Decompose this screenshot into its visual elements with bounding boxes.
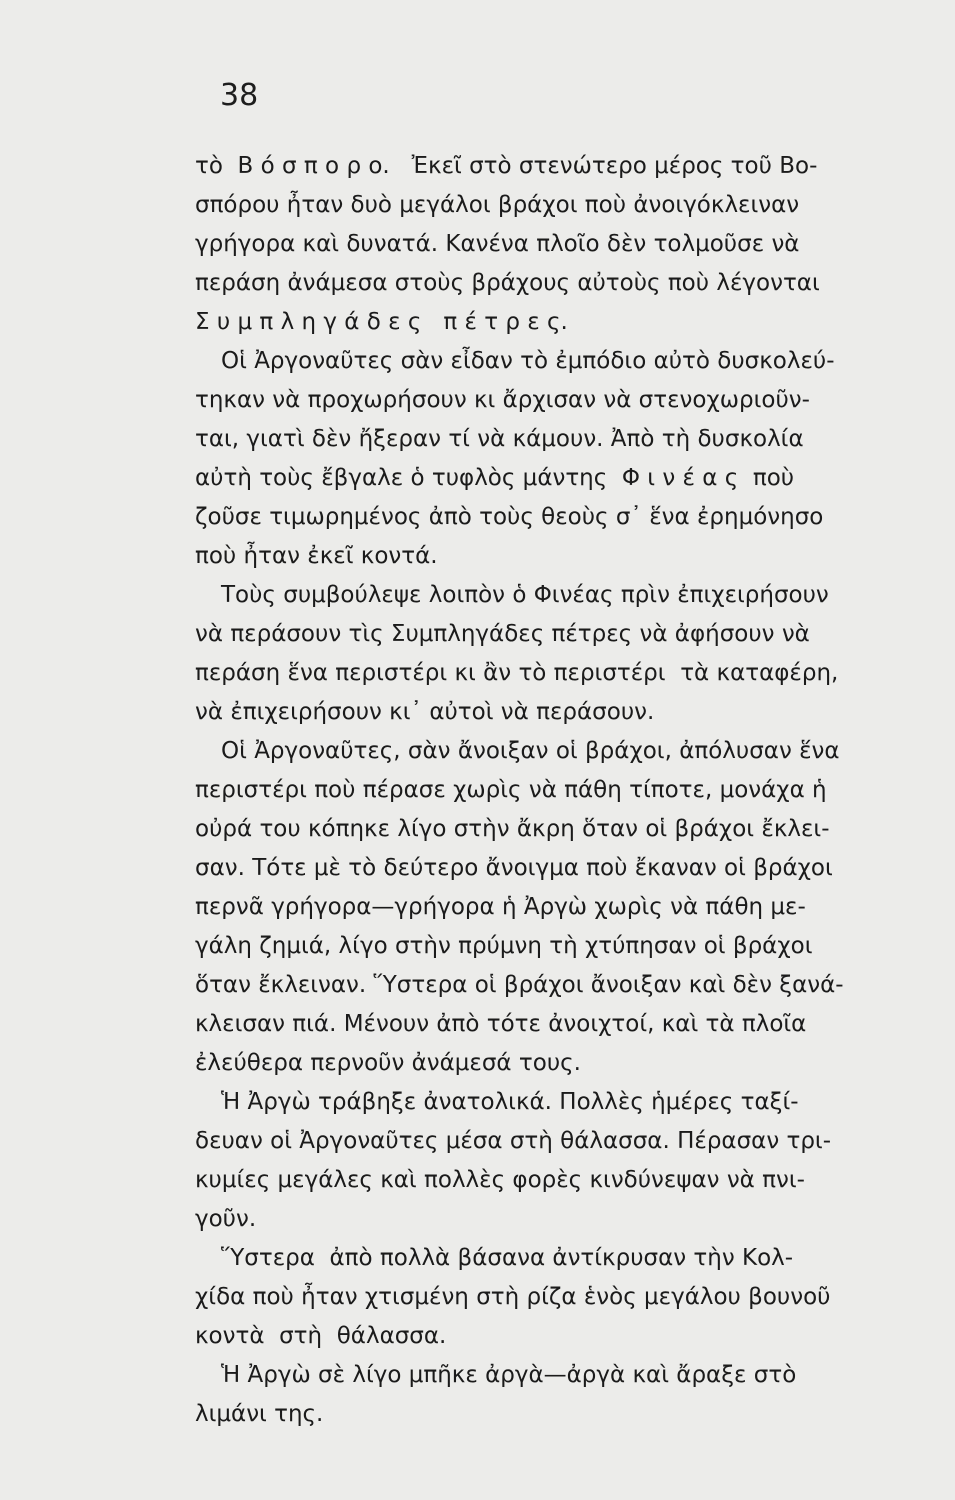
text-line: νὰ περάσουν τὶς Συμπληγάδες πέτρες νὰ ἀφήσουν νὰ [195, 621, 810, 647]
text-line: περάση ἕνα περιστέρι κι ἂν τὸ περιστέρι τὰ καταφέρη, [195, 660, 839, 686]
text-line: κυμίες μεγάλες καὶ πολλὲς φορὲς κινδύνεψαν νὰ πνι- [195, 1167, 805, 1193]
text-line: σαν. Τότε μὲ τὸ δεύτερο ἄνοιγμα ποὺ ἔκαναν οἱ βράχοι [195, 855, 833, 881]
text-line: χίδα ποὺ ἦταν χτισμένη στὴ ρίζα ἑνὸς μεγάλου βουνοῦ [195, 1284, 831, 1310]
text-line: κλεισαν πιά. Μένουν ἀπὸ τότε ἀνοιχτοί, καὶ τὰ πλοῖα [195, 1011, 807, 1037]
text-line: περάση ἀνάμεσα στοὺς βράχους αὐτοὺς ποὺ λέγονται [195, 270, 820, 296]
text-line: κοντὰ στὴ θάλασσα. [195, 1323, 447, 1349]
text-line: Οἱ Ἀργοναῦτες, σὰν ἄνοιξαν οἱ βράχοι, ἀπόλυσαν ἕνα [221, 738, 840, 764]
text-line: γρήγορα καὶ δυνατά. Κανένα πλοῖο δὲν τολμοῦσε νὰ [195, 231, 800, 257]
text-line: ζοῦσε τιμωρημένος ἀπὸ τοὺς θεοὺς σ᾽ ἕνα ἐρημόνησο [195, 504, 824, 530]
text-line: περιστέρι ποὺ πέρασε χωρὶς νὰ πάθη τίποτε, μονάχα ἡ [195, 777, 827, 803]
text-line: Ἡ Ἀργὼ τράβηξε ἀνατολικά. Πολλὲς ἡμέρες ταξί- [221, 1089, 799, 1115]
text-line: τὸ Β ό σ π ο ρ ο. Ἐκεῖ στὸ στενώτερο μέρος τοῦ Βο- [195, 153, 818, 179]
text-line: γάλη ζημιά, λίγο στὴν πρύμνη τὴ χτύπησαν οἱ βράχοι [195, 933, 813, 959]
text-line: λιμάνι της. [195, 1401, 324, 1427]
text-line: ἐλεύθερα περνοῦν ἀνάμεσά τους. [195, 1050, 581, 1076]
text-line: ται, γιατὶ δὲν ἤξεραν τί νὰ κάμουν. Ἀπὸ τὴ δυσκολία [195, 426, 804, 452]
text-line: Ἡ Ἀργὼ σὲ λίγο μπῆκε ἀργὰ—ἀργὰ καὶ ἄραξε στὸ [221, 1362, 797, 1388]
text-line: οὐρά του κόπηκε λίγο στὴν ἄκρη ὅταν οἱ βράχοι ἔκλει- [195, 816, 830, 842]
text-line: αὐτὴ τοὺς ἔβγαλε ὁ τυφλὸς μάντης Φ ι ν έ α ς ποὺ [195, 465, 795, 491]
text-line: Ὕστερα ἀπὸ πολλὰ βάσανα ἀντίκρυσαν τὴν Κολ- [221, 1245, 794, 1271]
text-line: Σ υ μ π λ η γ ά δ ε ς π έ τ ρ ε ς. [195, 309, 568, 335]
text-line: ὅταν ἔκλειναν. Ὕστερα οἱ βράχοι ἄνοιξαν καὶ δὲν ξανά- [195, 972, 844, 998]
page-number: 38 [220, 78, 259, 113]
text-line: νὰ ἐπιχειρήσουν κι᾽ αὐτοὶ νὰ περάσουν. [195, 699, 655, 725]
text-line: σπόρου ἦταν δυὸ μεγάλοι βράχοι ποὺ ἀνοιγόκλειναν [195, 192, 800, 218]
text-line: γοῦν. [195, 1206, 257, 1232]
text-line: Οἱ Ἀργοναῦτες σὰν εἶδαν τὸ ἐμπόδιο αὐτὸ δυσκολεύ- [221, 348, 835, 374]
page-text [195, 147, 955, 1434]
text-line: ποὺ ἦταν ἐκεῖ κοντά. [195, 543, 438, 569]
text-line: περνᾶ γρήγορα—γρήγορα ἡ Ἀργὼ χωρὶς νὰ πάθη με- [195, 894, 806, 920]
text-line: Τοὺς συμβούλεψε λοιπὸν ὁ Φινέας πρὶν ἐπιχειρήσουν [221, 582, 829, 608]
text-line: τηκαν νὰ προχωρήσουν κι ἄρχισαν νὰ στενοχωριοῦν- [195, 387, 810, 413]
text-line: δευαν οἱ Ἀργοναῦτες μέσα στὴ θάλασσα. Πέρασαν τρι- [195, 1128, 832, 1154]
